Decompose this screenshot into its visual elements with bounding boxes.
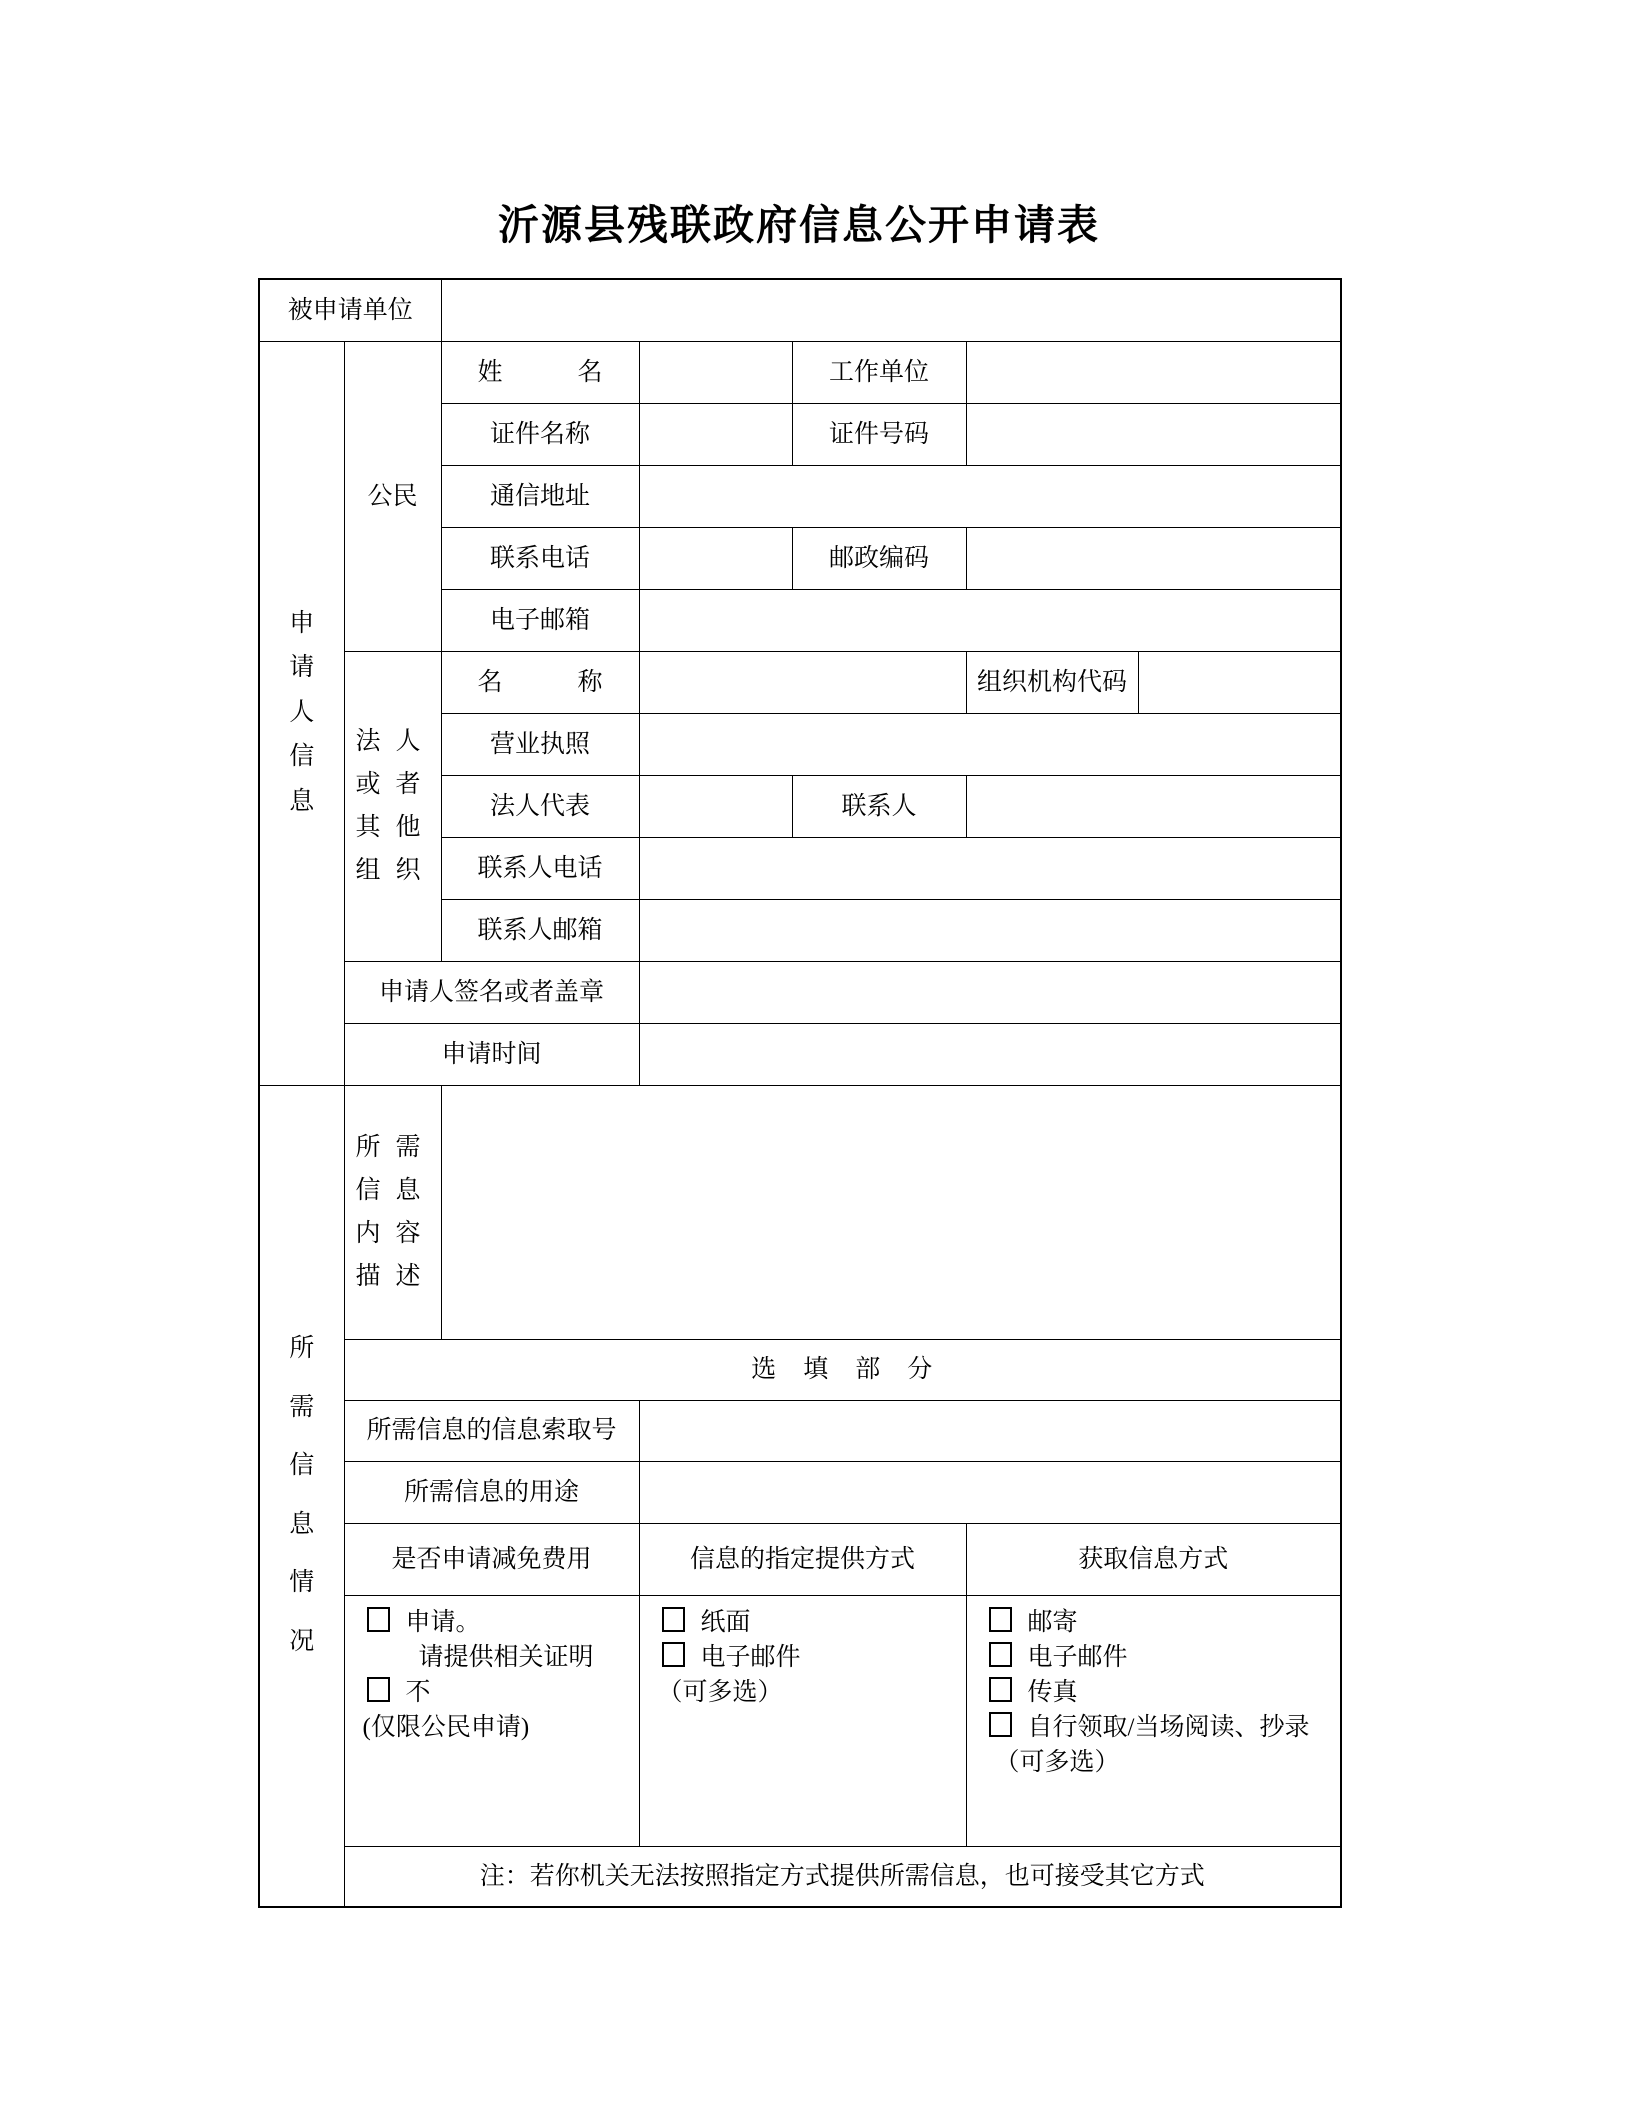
org-name-value-cell — [639, 651, 966, 713]
cert-name-label: 证件名称 — [441, 403, 639, 465]
requested-unit-value-cell — [441, 279, 1341, 341]
org-name-label: 名 称 — [441, 651, 639, 713]
signature-row — [259, 961, 1341, 1023]
provide-option-paper-label: 纸面 — [700, 1608, 751, 1636]
name-value-cell — [639, 341, 792, 403]
obtain-option-email — [967, 1640, 1341, 1675]
fee-option-apply-label: 申请。 — [405, 1608, 481, 1636]
provide-options-cell — [639, 1595, 966, 1846]
purpose-value-cell — [639, 1461, 1341, 1523]
postcode-value-cell — [966, 527, 1341, 589]
obtain-multi-select-note: （可多选） — [994, 1748, 1120, 1776]
work-unit-label: 工作单位 — [792, 341, 966, 403]
provide-header: 信息的指定提供方式 — [639, 1523, 966, 1595]
address-value-cell — [639, 465, 1341, 527]
work-unit-value-cell — [966, 341, 1341, 403]
apply-time-label: 申请时间 — [344, 1023, 639, 1085]
provide-option-email — [640, 1640, 966, 1675]
legal-rep-value-cell — [639, 775, 792, 837]
license-value-cell — [639, 713, 1341, 775]
apply-time-value-cell — [639, 1023, 1341, 1085]
index-no-row — [259, 1400, 1341, 1461]
index-no-label: 所需信息的信息索取号 — [344, 1400, 639, 1461]
page-title: 沂源县残联政府信息公开申请表 — [498, 202, 1100, 248]
cert-no-label: 证件号码 — [792, 403, 966, 465]
address-label: 通信地址 — [441, 465, 639, 527]
footer-note: 注：若你机关无法按照指定方式提供所需信息，也可接受其它方式 — [344, 1846, 1341, 1907]
info-section-group-label — [259, 1085, 344, 1907]
contact-email-value-cell — [639, 899, 1341, 961]
cert-name-value-cell — [639, 403, 792, 465]
fee-option-apply — [345, 1605, 639, 1640]
requested-unit-row — [259, 279, 1341, 341]
org-code-label: 组织机构代码 — [966, 651, 1138, 713]
requested-unit-label: 被申请单位 — [259, 279, 441, 341]
checkbox-mail-icon — [989, 1607, 1012, 1632]
purpose-label: 所需信息的用途 — [344, 1461, 639, 1523]
obtain-option-email-label: 电子邮件 — [1027, 1643, 1128, 1671]
options-header-row — [259, 1523, 1341, 1595]
contact-label: 联系人 — [792, 775, 966, 837]
provide-option-email-label: 电子邮件 — [700, 1643, 801, 1671]
applicant-info-group-label — [259, 341, 344, 1085]
obtain-option-mail — [967, 1605, 1341, 1640]
fee-option-no — [345, 1675, 639, 1710]
apply-time-row — [259, 1023, 1341, 1085]
checkbox-no-icon — [367, 1677, 390, 1702]
footer-note-row — [259, 1846, 1341, 1907]
options-row — [259, 1595, 1341, 1846]
content-desc-value-cell — [441, 1085, 1341, 1339]
email-value-cell — [639, 589, 1341, 651]
fee-options-cell — [344, 1595, 639, 1846]
content-desc-vertical-text: 所需信息内容描述 — [355, 1134, 436, 1290]
obtain-options-cell — [966, 1595, 1341, 1846]
org-name-row — [259, 651, 1341, 713]
license-label: 营业执照 — [441, 713, 639, 775]
index-no-value-cell — [639, 1400, 1341, 1461]
obtain-option-mail-label: 邮寄 — [1027, 1608, 1078, 1636]
obtain-option-self-label: 自行领取/当场阅读、抄录 — [1027, 1713, 1310, 1741]
signature-value-cell — [639, 961, 1341, 1023]
citizen-group-label: 公民 — [344, 341, 441, 651]
optional-section-header: 选 填 部 分 — [344, 1339, 1341, 1400]
fee-option-no-note: (仅限公民申请) — [362, 1713, 530, 1741]
legal-rep-label: 法人代表 — [441, 775, 639, 837]
provide-multi-select-note: （可多选） — [657, 1678, 783, 1706]
fee-header: 是否申请减免费用 — [344, 1523, 639, 1595]
obtain-option-fax-label: 传真 — [1027, 1678, 1078, 1706]
application-form-table — [258, 278, 1342, 1908]
organization-group-label — [344, 651, 441, 961]
obtain-option-fax — [967, 1675, 1341, 1710]
cert-no-value-cell — [966, 403, 1341, 465]
fee-option-no-label: 不 — [405, 1678, 431, 1706]
optional-section-header-row — [259, 1339, 1341, 1400]
organization-vertical-text: 法人或者其他组织 — [355, 728, 436, 884]
name-label: 姓 名 — [441, 341, 639, 403]
org-code-value-cell — [1138, 651, 1341, 713]
signature-label: 申请人签名或者盖章 — [344, 961, 639, 1023]
checkbox-email-icon — [662, 1642, 685, 1667]
phone-label: 联系电话 — [441, 527, 639, 589]
checkbox-obtain-email-icon — [989, 1642, 1012, 1667]
checkbox-self-pickup-icon — [989, 1712, 1012, 1737]
obtain-header: 获取信息方式 — [966, 1523, 1341, 1595]
info-section-vertical-text: 所需信息情况 — [289, 1335, 315, 1655]
phone-value-cell — [639, 527, 792, 589]
obtain-option-self — [967, 1710, 1341, 1745]
content-desc-label — [344, 1085, 441, 1339]
applicant-info-vertical-text: 申请人信息 — [289, 609, 315, 815]
contact-phone-value-cell — [639, 837, 1341, 899]
purpose-row — [259, 1461, 1341, 1523]
content-desc-row — [259, 1085, 1341, 1339]
checkbox-apply-icon — [367, 1607, 390, 1632]
contact-value-cell — [966, 775, 1341, 837]
checkbox-fax-icon — [989, 1677, 1012, 1702]
checkbox-paper-icon — [662, 1607, 685, 1632]
provide-option-paper — [640, 1605, 966, 1640]
postcode-label: 邮政编码 — [792, 527, 966, 589]
contact-email-label: 联系人邮箱 — [441, 899, 639, 961]
email-label: 电子邮箱 — [441, 589, 639, 651]
contact-phone-label: 联系人电话 — [441, 837, 639, 899]
citizen-name-row — [259, 341, 1341, 403]
fee-option-apply-note: 请提供相关证明 — [418, 1643, 594, 1671]
